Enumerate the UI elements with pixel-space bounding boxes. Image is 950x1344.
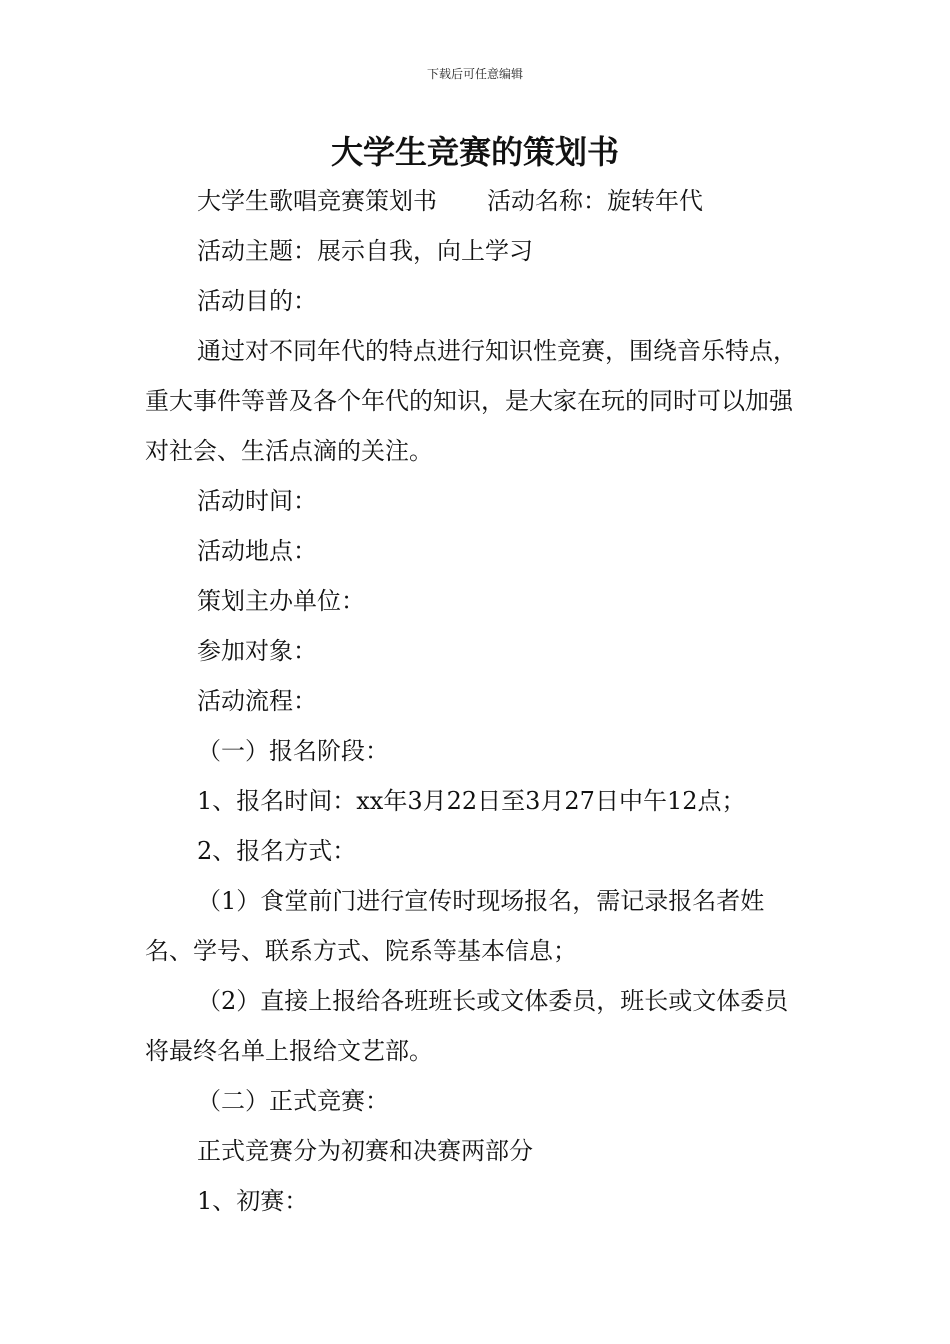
paragraph-competition-parts: 正式竞赛分为初赛和决赛两部分	[197, 1137, 533, 1165]
paragraph-process: 活动流程：	[197, 687, 317, 715]
paragraph-formal-competition: （二）正式竞赛：	[197, 1087, 389, 1115]
paragraph-registration-stage: （一）报名阶段：	[197, 737, 389, 765]
paragraph-preliminary: 1、初赛：	[197, 1187, 309, 1215]
paragraph-registration-time: 1、报名时间：xx年3月22日至3月27日中午12点；	[197, 787, 746, 815]
intro-right-text: 活动名称：旋转年代	[487, 187, 703, 215]
paragraph-purpose-body: 通过对不同年代的特点进行知识性竞赛，围绕音乐特点，重大事件等普及各个年代的知识，是大家在玩的同时可以加强对社会、生活点滴的关注。	[145, 337, 797, 465]
document-body	[145, 176, 810, 1226]
paragraph-theme: 活动主题：展示自我，向上学习	[197, 237, 533, 265]
paragraph-registration-method: 2、报名方式：	[197, 837, 357, 865]
paragraph-participants: 参加对象：	[197, 637, 317, 665]
paragraph-organizer: 策划主办单位：	[197, 587, 365, 615]
paragraph-location: 活动地点：	[197, 537, 317, 565]
intro-line	[145, 176, 810, 226]
paragraph-method-2: （2）直接上报给各班班长或文体委员，班长或文体委员将最终名单上报给文艺部。	[145, 987, 789, 1065]
document-title: 大学生竞赛的策划书	[330, 133, 619, 171]
paragraph-time: 活动时间：	[197, 487, 317, 515]
intro-left-text: 大学生歌唱竞赛策划书	[197, 187, 437, 215]
paragraph-purpose-heading: 活动目的：	[197, 287, 317, 315]
page-header-note: 下载后可任意编辑	[426, 67, 523, 81]
paragraph-method-1: （1）食堂前门进行宣传时现场报名，需记录报名者姓名、学号、联系方式、院系等基本信息；	[145, 887, 765, 965]
